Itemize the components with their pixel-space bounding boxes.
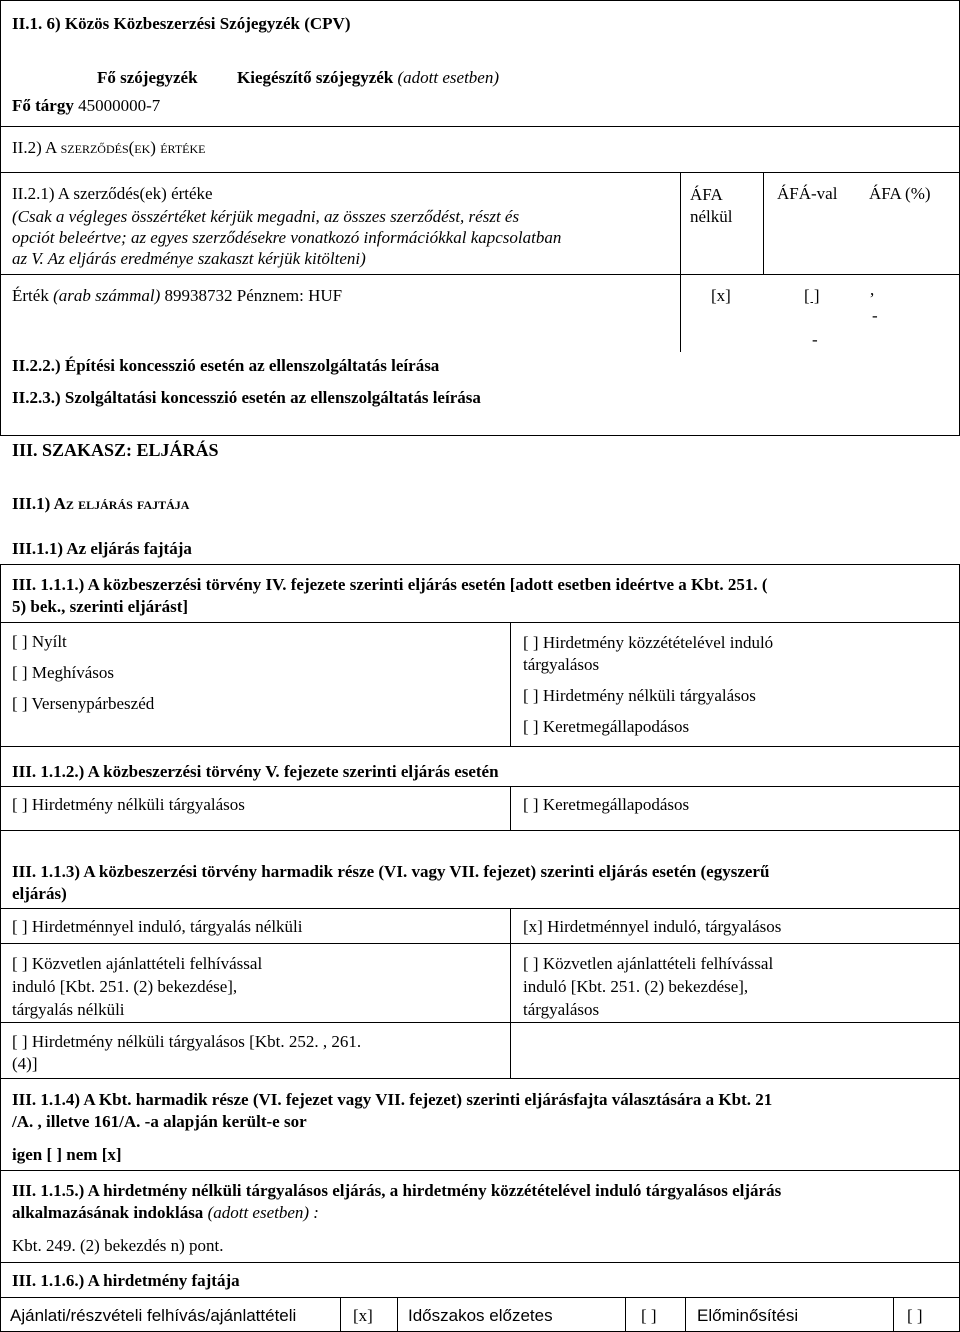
- option-framework[interactable]: [ ] Keretmegállapodásos: [523, 717, 690, 736]
- option-line: induló [Kbt. 251. (2) bekezdése],: [12, 977, 238, 996]
- justification-separator: [0, 1262, 960, 1263]
- option-line: [ ] Hirdetmény közzétételével induló: [523, 633, 774, 652]
- contract-value-title: II.2.1) A szerződés(ek) értéke: [12, 184, 213, 203]
- option-restricted[interactable]: [ ] Meghívásos: [12, 663, 114, 682]
- part-v-option-framework[interactable]: [ ] Keretmegállapodásos: [523, 795, 690, 814]
- notice-type-periodic-label: Időszakos előzetes: [408, 1306, 553, 1325]
- option-line: tárgyalás nélküli: [12, 1000, 125, 1019]
- procedure-type-subheading: III.1.1) Az eljárás fajtája: [12, 539, 192, 558]
- supplementary-vocabulary-label: [237, 68, 499, 88]
- with-vat-dash: -: [812, 330, 818, 349]
- simple-option-direct-negotiation[interactable]: [523, 952, 773, 1021]
- option-line: [ ] Hirdetmény nélküli tárgyalásos [Kbt. 252. , 261.: [12, 1032, 362, 1051]
- column-header-with-vat: ÁFÁ-val: [777, 184, 838, 203]
- value-grid-top-line: [0, 172, 960, 173]
- simple-option-notice-negotiation[interactable]: [x] Hirdetménnyel induló, tárgyalásos: [523, 917, 782, 936]
- notice-type-heading: III. 1.1.6.) A hirdetmény fajtája: [12, 1271, 240, 1290]
- note-line: opciót beleértve; az egyes szerződésekre vonatkozó információkkal kapcsolatban: [12, 228, 562, 247]
- procedure-choice-line: III. 1.1.4) A Kbt. harmadik része (VI. fejezet vagy VII. fejezet) szerinti eljárásfajta választására a Kbt. 21: [12, 1090, 773, 1109]
- services-concession-heading: II.2.3.) Szolgáltatási koncesszió esetén az ellenszolgáltatás leírása: [12, 388, 481, 407]
- works-concession-heading: II.2.2.) Építési koncesszió esetén az ellenszolgáltatás leírása: [12, 356, 440, 375]
- notice-type-periodic-checkbox[interactable]: [ ]: [641, 1306, 657, 1325]
- notice-type-contract-checkbox[interactable]: [x]: [353, 1306, 373, 1325]
- justification-line: III. 1.1.5.) A hirdetmény nélküli tárgyalásos eljárás, a hirdetmény közzétételével induló tárgyalásos eljárás: [12, 1181, 782, 1200]
- main-object-code: 45000000-7: [78, 96, 161, 115]
- options-table-top: [0, 622, 960, 623]
- procedure-choice-line: /A. , illetve 161/A. -a alapján került-e sor: [12, 1112, 307, 1131]
- option-line: tárgyalásos: [523, 655, 600, 674]
- without-vat-checkbox[interactable]: [x]: [711, 286, 731, 305]
- with-vat-checkbox[interactable]: [ ]: [804, 286, 820, 305]
- notice-type-divider-1: [340, 1297, 341, 1332]
- simple-option-notice-no-negotiation[interactable]: [ ] Hirdetménnyel induló, tárgyalás nélküli: [12, 917, 303, 936]
- value-note: (arab számmal): [53, 286, 161, 305]
- option-negotiated-with-notice[interactable]: [523, 632, 773, 676]
- part-iv-heading-line: III. 1.1.1.) A közbeszerzési törvény IV. fejezete szerinti eljárás esetén [adott esetben ideértve a Kbt. 251. (: [12, 575, 768, 594]
- main-object-label: Fő tárgy: [12, 96, 74, 115]
- part-v-table-divider: [510, 786, 511, 830]
- simple-option-direct-no-negotiation[interactable]: [12, 952, 262, 1021]
- options-table-bottom: [0, 746, 960, 747]
- option-competitive-dialogue[interactable]: [ ] Versenypárbeszéd: [12, 694, 155, 713]
- option-line: induló [Kbt. 251. (2) bekezdése],: [523, 977, 749, 996]
- justification-heading: [12, 1180, 781, 1224]
- notice-type-divider-3: [625, 1297, 626, 1332]
- value-row: [12, 286, 342, 306]
- simple-table-bottom: [0, 1078, 960, 1079]
- main-object-row: [12, 96, 160, 116]
- justification-note: (adott esetben) :: [207, 1203, 319, 1222]
- simple-table-top: [0, 908, 960, 909]
- notice-type-divider-2: [397, 1297, 398, 1332]
- value-grid-divider-2: [763, 172, 764, 275]
- yes-no-answer[interactable]: igen [ ] nem [x]: [12, 1145, 122, 1164]
- part-v-procedure-heading: III. 1.1.2.) A közbeszerzési törvény V. fejezete szerinti eljárás esetén: [12, 762, 499, 781]
- simple-table-divider: [510, 908, 511, 1079]
- part-v-table-bottom: [0, 830, 960, 831]
- column-header-vat-percent: ÁFA (%): [869, 184, 931, 203]
- value-label: Érték: [12, 286, 49, 305]
- simple-table-row-line-1: [0, 943, 960, 944]
- simple-option-negotiated-without-notice[interactable]: [12, 1031, 361, 1075]
- note-line: (Csak a végleges összértéket kérjük megadni, az összes szerződést, részt és: [12, 207, 520, 226]
- notice-type-contract-label: Ajánlati/részvételi felhívás/ajánlattételi: [10, 1306, 297, 1325]
- simple-table-row-line-2: [0, 1022, 960, 1023]
- supplementary-vocabulary-note: (adott esetben): [397, 68, 499, 87]
- notice-type-qualification-label: Előminősítési: [697, 1306, 799, 1325]
- value-amount: 89938732: [164, 286, 233, 305]
- contract-value-note: [12, 206, 677, 269]
- section-iii-title: III. SZAKASZ: ELJÁRÁS: [12, 440, 219, 460]
- notice-type-divider-5: [893, 1297, 894, 1332]
- notice-type-divider-4: [685, 1297, 686, 1332]
- option-open[interactable]: [ ] Nyílt: [12, 632, 67, 651]
- value-grid-mid-line: [0, 274, 960, 275]
- value-grid-divider-3: [680, 274, 681, 352]
- justification-label: alkalmazásának indoklása: [12, 1203, 204, 1222]
- supplementary-vocabulary-text: Kiegészítő szójegyzék: [237, 68, 394, 87]
- part-three-heading-line: eljárás): [12, 884, 67, 903]
- answer-separator: [0, 1170, 960, 1171]
- vat-percent-comma: ,: [870, 280, 875, 299]
- justification-value: Kbt. 249. (2) bekezdés n) pont.: [12, 1236, 224, 1255]
- cpv-title: II.1. 6) Közös Közbeszerzési Szójegyzék (CPV): [12, 14, 351, 33]
- column-header-without-vat-line: nélkül: [690, 207, 733, 226]
- part-v-option-negotiated[interactable]: [ ] Hirdetmény nélküli tárgyalásos: [12, 795, 245, 814]
- main-vocabulary-label: Fő szójegyzék: [97, 68, 198, 87]
- notice-type-qualification-checkbox[interactable]: [ ]: [907, 1306, 923, 1325]
- contract-value-heading: II.2) A szerződés(ek) értéke: [12, 138, 206, 157]
- vat-percent-dash: -: [872, 306, 878, 325]
- value-grid-divider-1: [680, 172, 681, 275]
- part-v-table-top: [0, 786, 960, 787]
- option-line: [ ] Közvetlen ajánlattételi felhívással: [12, 954, 263, 973]
- currency-label: Pénznem:: [236, 286, 304, 305]
- note-line: az V. Az eljárás eredménye szakaszt kérjük kitölteni): [12, 249, 366, 268]
- option-line: tárgyalásos: [523, 1000, 600, 1019]
- procedure-choice-heading: [12, 1089, 772, 1133]
- options-table-divider: [510, 622, 511, 746]
- part-iv-heading-line: 5) bek., szerinti eljárást]: [12, 597, 189, 616]
- currency-value: HUF: [308, 286, 343, 305]
- column-header-without-vat-line: ÁFA: [690, 185, 723, 204]
- justification-line-2: [12, 1202, 781, 1224]
- procedure-type-heading: III.1) Az eljárás fajtája: [12, 494, 190, 513]
- option-negotiated-without-notice[interactable]: [ ] Hirdetmény nélküli tárgyalásos: [523, 686, 756, 705]
- option-line: (4)]: [12, 1054, 38, 1073]
- part-three-heading-line: III. 1.1.3) A közbeszerzési törvény harmadik része (VI. vagy VII. fejezet) szerinti eljárás esetén (egyszerű: [12, 862, 770, 881]
- part-iv-procedure-heading: [12, 574, 768, 618]
- column-header-without-vat: [690, 184, 733, 228]
- option-line: [ ] Közvetlen ajánlattételi felhívással: [523, 954, 774, 973]
- part-three-procedure-heading: [12, 861, 769, 905]
